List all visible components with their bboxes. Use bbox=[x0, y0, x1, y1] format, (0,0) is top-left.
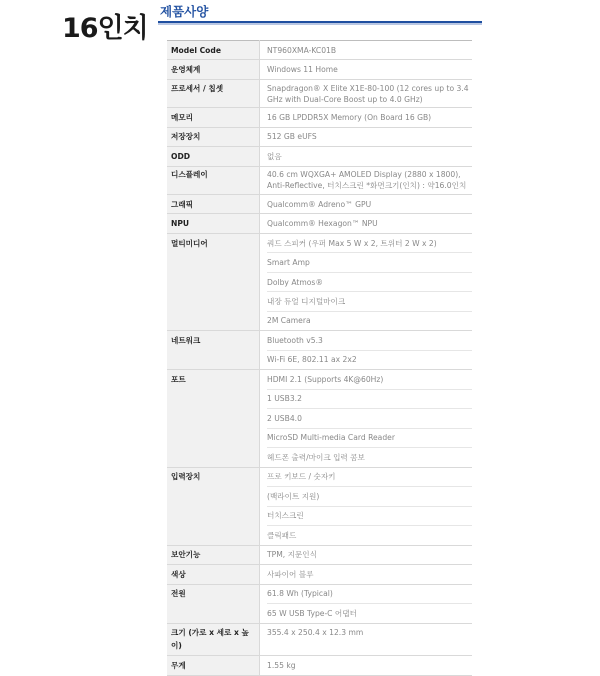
spec-value bbox=[260, 127, 473, 146]
header-divider bbox=[158, 23, 482, 25]
spec-value bbox=[260, 331, 473, 370]
spec-table-body bbox=[167, 41, 472, 676]
spec-value-line: MicroSD Multi-media Card Reader bbox=[267, 429, 472, 448]
spec-label-text: 그래픽 bbox=[171, 199, 194, 209]
spec-row bbox=[167, 127, 472, 146]
spec-row bbox=[167, 565, 472, 584]
spec-value bbox=[260, 565, 473, 584]
spec-label-text: 전원 bbox=[171, 589, 186, 599]
spec-label bbox=[167, 79, 260, 107]
spec-row bbox=[167, 584, 472, 623]
spec-value bbox=[260, 108, 473, 127]
spec-label bbox=[167, 147, 260, 166]
spec-row bbox=[167, 108, 472, 127]
spec-label bbox=[167, 41, 260, 60]
spec-value-line: TPM, 지문인식 bbox=[267, 550, 317, 560]
spec-label bbox=[167, 545, 260, 564]
spec-value bbox=[260, 79, 473, 107]
spec-label-text: 크기 (가로 x 세로 x 높이) bbox=[171, 628, 249, 651]
spec-row bbox=[167, 41, 472, 60]
spec-label bbox=[167, 370, 260, 467]
spec-value-line: 터치스크린 bbox=[267, 507, 472, 526]
spec-value-line: Dolby Atmos® bbox=[267, 273, 472, 292]
spec-value-line: Windows 11 Home bbox=[267, 65, 338, 75]
spec-row bbox=[167, 214, 472, 233]
spec-value-line: 512 GB eUFS bbox=[267, 132, 317, 142]
spec-label-text: 멀티미디어 bbox=[171, 238, 208, 248]
section-header bbox=[158, 2, 482, 23]
spec-value bbox=[260, 545, 473, 564]
spec-value-line: HDMI 2.1 (Supports 4K@60Hz) bbox=[267, 370, 472, 389]
spec-value-line: 없음 bbox=[267, 151, 282, 161]
spec-row bbox=[167, 147, 472, 166]
spec-label bbox=[167, 166, 260, 194]
spec-value-line: 16 GB LPDDR5X Memory (On Board 16 GB) bbox=[267, 112, 432, 122]
spec-value-line: 사파이어 블루 bbox=[267, 569, 314, 579]
spec-value-line: 65 W USB Type-C 어댑터 bbox=[267, 608, 357, 618]
spec-value-line: 내장 듀얼 디지털마이크 bbox=[267, 292, 472, 311]
spec-value-line: 클릭패드 bbox=[267, 530, 297, 540]
spec-label-text: Model Code bbox=[171, 45, 221, 55]
spec-label-text: 네트워크 bbox=[171, 335, 201, 345]
spec-label-text: 보안기능 bbox=[171, 550, 201, 560]
spec-label-text: 메모리 bbox=[171, 112, 194, 122]
spec-label bbox=[167, 60, 260, 79]
spec-row bbox=[167, 545, 472, 564]
spec-label-text: NPU bbox=[171, 219, 190, 229]
spec-row bbox=[167, 79, 472, 107]
spec-label-text: 입력장치 bbox=[171, 472, 201, 482]
spec-value-line: 355.4 x 250.4 x 12.3 mm bbox=[267, 628, 364, 638]
spec-row bbox=[167, 656, 472, 675]
spec-value bbox=[260, 166, 473, 194]
spec-value bbox=[260, 467, 473, 545]
spec-value bbox=[260, 656, 473, 675]
spec-label bbox=[167, 584, 260, 623]
spec-value-line: 40.6 cm WQXGA+ AMOLED Display (2880 x 1800), Anti-Reflective, 터치스크린 *화면크기(인치) : 약16.0인치 bbox=[267, 170, 467, 191]
spec-label bbox=[167, 565, 260, 584]
spec-value bbox=[260, 623, 473, 656]
spec-value-line: 쿼드 스피커 (우퍼 Max 5 W x 2, 트위터 2 W x 2) bbox=[267, 234, 472, 253]
spec-label bbox=[167, 656, 260, 675]
spec-row bbox=[167, 623, 472, 656]
spec-label-text: ODD bbox=[171, 151, 191, 161]
spec-label bbox=[167, 233, 260, 330]
spec-row bbox=[167, 166, 472, 194]
spec-row bbox=[167, 60, 472, 79]
spec-label bbox=[167, 127, 260, 146]
spec-label-text: 프로세서 / 칩셋 bbox=[171, 83, 224, 93]
spec-label bbox=[167, 194, 260, 213]
spec-value bbox=[260, 194, 473, 213]
section-title: 제품사양 bbox=[160, 4, 209, 19]
spec-value-line: Snapdragon® X Elite X1E-80-100 (12 cores up to 3.4 GHz with Dual-Core Boost up to 4.0 GHz) bbox=[267, 83, 469, 104]
spec-label bbox=[167, 467, 260, 545]
spec-value-line: Qualcomm® Adreno™ GPU bbox=[267, 199, 372, 209]
spec-value-line: NT960XMA-KC01B bbox=[267, 45, 337, 55]
spec-value-line: Wi-Fi 6E, 802.11 ax 2x2 bbox=[267, 355, 357, 365]
spec-value-line: Smart Amp bbox=[267, 253, 472, 272]
spec-row bbox=[167, 331, 472, 370]
spec-value-line: 1 USB3.2 bbox=[267, 390, 472, 409]
spec-row bbox=[167, 467, 472, 545]
spec-label-text: 포트 bbox=[171, 374, 186, 384]
spec-table bbox=[167, 40, 472, 676]
spec-row bbox=[167, 370, 472, 467]
spec-label-text: 색상 bbox=[171, 569, 186, 579]
spec-label bbox=[167, 331, 260, 370]
spec-value-line: 61.8 Wh (Typical) bbox=[267, 585, 472, 604]
spec-value bbox=[260, 370, 473, 467]
spec-value bbox=[260, 60, 473, 79]
spec-label bbox=[167, 214, 260, 233]
spec-value-line: 2M Camera bbox=[267, 316, 311, 326]
spec-label-text: 디스플레이 bbox=[171, 170, 208, 180]
spec-value-line: 2 USB4.0 bbox=[267, 409, 472, 428]
spec-value-line: 프로 키보드 / 숫자키 bbox=[267, 468, 472, 487]
spec-value-line: Bluetooth v5.3 bbox=[267, 331, 472, 350]
spec-value bbox=[260, 214, 473, 233]
spec-value bbox=[260, 233, 473, 330]
spec-row bbox=[167, 194, 472, 213]
size-badge: 16인치 bbox=[62, 13, 148, 44]
spec-row bbox=[167, 233, 472, 330]
spec-value bbox=[260, 147, 473, 166]
spec-value bbox=[260, 584, 473, 623]
spec-label bbox=[167, 108, 260, 127]
spec-value-line: 1.55 kg bbox=[267, 660, 296, 670]
spec-label-text: 저장장치 bbox=[171, 132, 201, 142]
spec-value bbox=[260, 41, 473, 60]
spec-value-line: 헤드폰 출력/마이크 입력 콤보 bbox=[267, 452, 365, 462]
spec-label-text: 무게 bbox=[171, 660, 186, 670]
spec-value-line: (백라이트 지원) bbox=[267, 487, 472, 506]
spec-value-line: Qualcomm® Hexagon™ NPU bbox=[267, 219, 378, 229]
spec-label-text: 운영체계 bbox=[171, 65, 201, 75]
spec-label bbox=[167, 623, 260, 656]
